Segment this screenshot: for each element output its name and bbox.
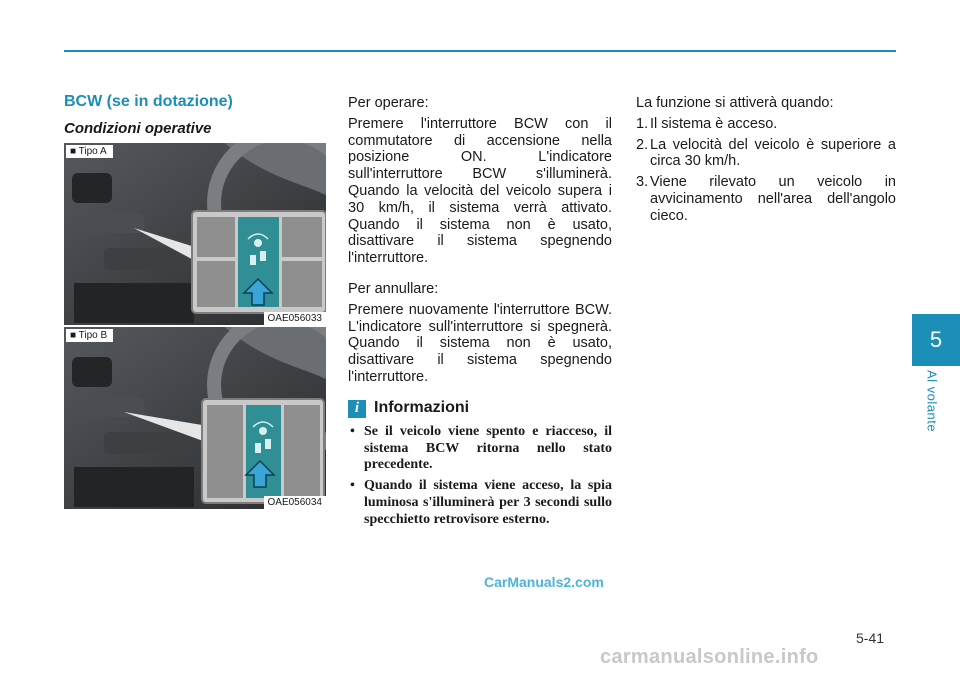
chapter-number: 5 — [929, 327, 943, 352]
watermark-site[interactable]: CarManuals2.com — [484, 574, 604, 590]
activation-list — [636, 116, 896, 225]
figure-code-b: OAE056034 — [264, 496, 327, 509]
header-rule — [64, 50, 896, 52]
info-title: Informazioni — [374, 399, 470, 417]
info-list — [348, 424, 612, 529]
info-icon: i — [348, 400, 366, 418]
section-subtitle: Condizioni operative — [64, 120, 212, 137]
dashboard-illustration — [64, 143, 326, 325]
list-item: 3. Viene rilevato un veicolo in avvicinamento nell'area dell'angolo cieco. — [636, 174, 896, 224]
figure-code-a: OAE056033 — [264, 312, 327, 325]
list-item: • Se il veicolo viene spento e riacceso, il sistema BCW ritorna nello stato precedente. — [348, 424, 612, 474]
list-item: 1. Il sistema è acceso. — [636, 115, 778, 132]
chapter-label: Al volante — [924, 369, 940, 433]
watermark-footer[interactable]: carmanualsonline.info — [600, 646, 819, 668]
figure-label-b: ■ Tipo B — [66, 329, 113, 342]
figure-label-a: ■ Tipo A — [66, 145, 113, 158]
info-header — [348, 400, 612, 418]
chapter-tab[interactable] — [912, 314, 960, 366]
list-item: • Quando il sistema viene acceso, la spia luminosa s'illuminerà per 3 secondi sullo specchietto retrovisore esterno. — [348, 478, 612, 528]
section-title: BCW (se in dotazione) — [64, 93, 233, 110]
page-number: 5-41 — [856, 630, 885, 646]
column-activation — [636, 95, 896, 229]
cancel-heading: Per annullare: — [348, 280, 439, 297]
figure-type-a — [64, 143, 326, 325]
dashboard-illustration — [64, 327, 326, 509]
list-item: 2. La velocità del veicolo è superiore a circa 30 km/h. — [636, 136, 896, 170]
column-operation — [348, 95, 612, 533]
activation-intro: La funzione si attiverà quando: — [636, 95, 834, 111]
cancel-body: Premere nuovamente l'interruttore BCW. L'indicatore sull'interruttore si spegnerà. Quando il sistema non è usato, disattivare il sistema spegnendo l'interruttore. — [348, 301, 612, 385]
figure-type-b — [64, 327, 326, 509]
operate-heading: Per operare: — [348, 95, 429, 111]
operate-body: Premere l'interruttore BCW con il commutatore di accensione nella posizione ON. L'indicatore sull'interruttore BCW s'illuminerà. Quando la velocità del veicolo supera i 30 km/h, il sistema verrà attivato. Quando il sistema non è usato, disattivare il sistema spegnendo l'interruttore. — [348, 115, 612, 267]
